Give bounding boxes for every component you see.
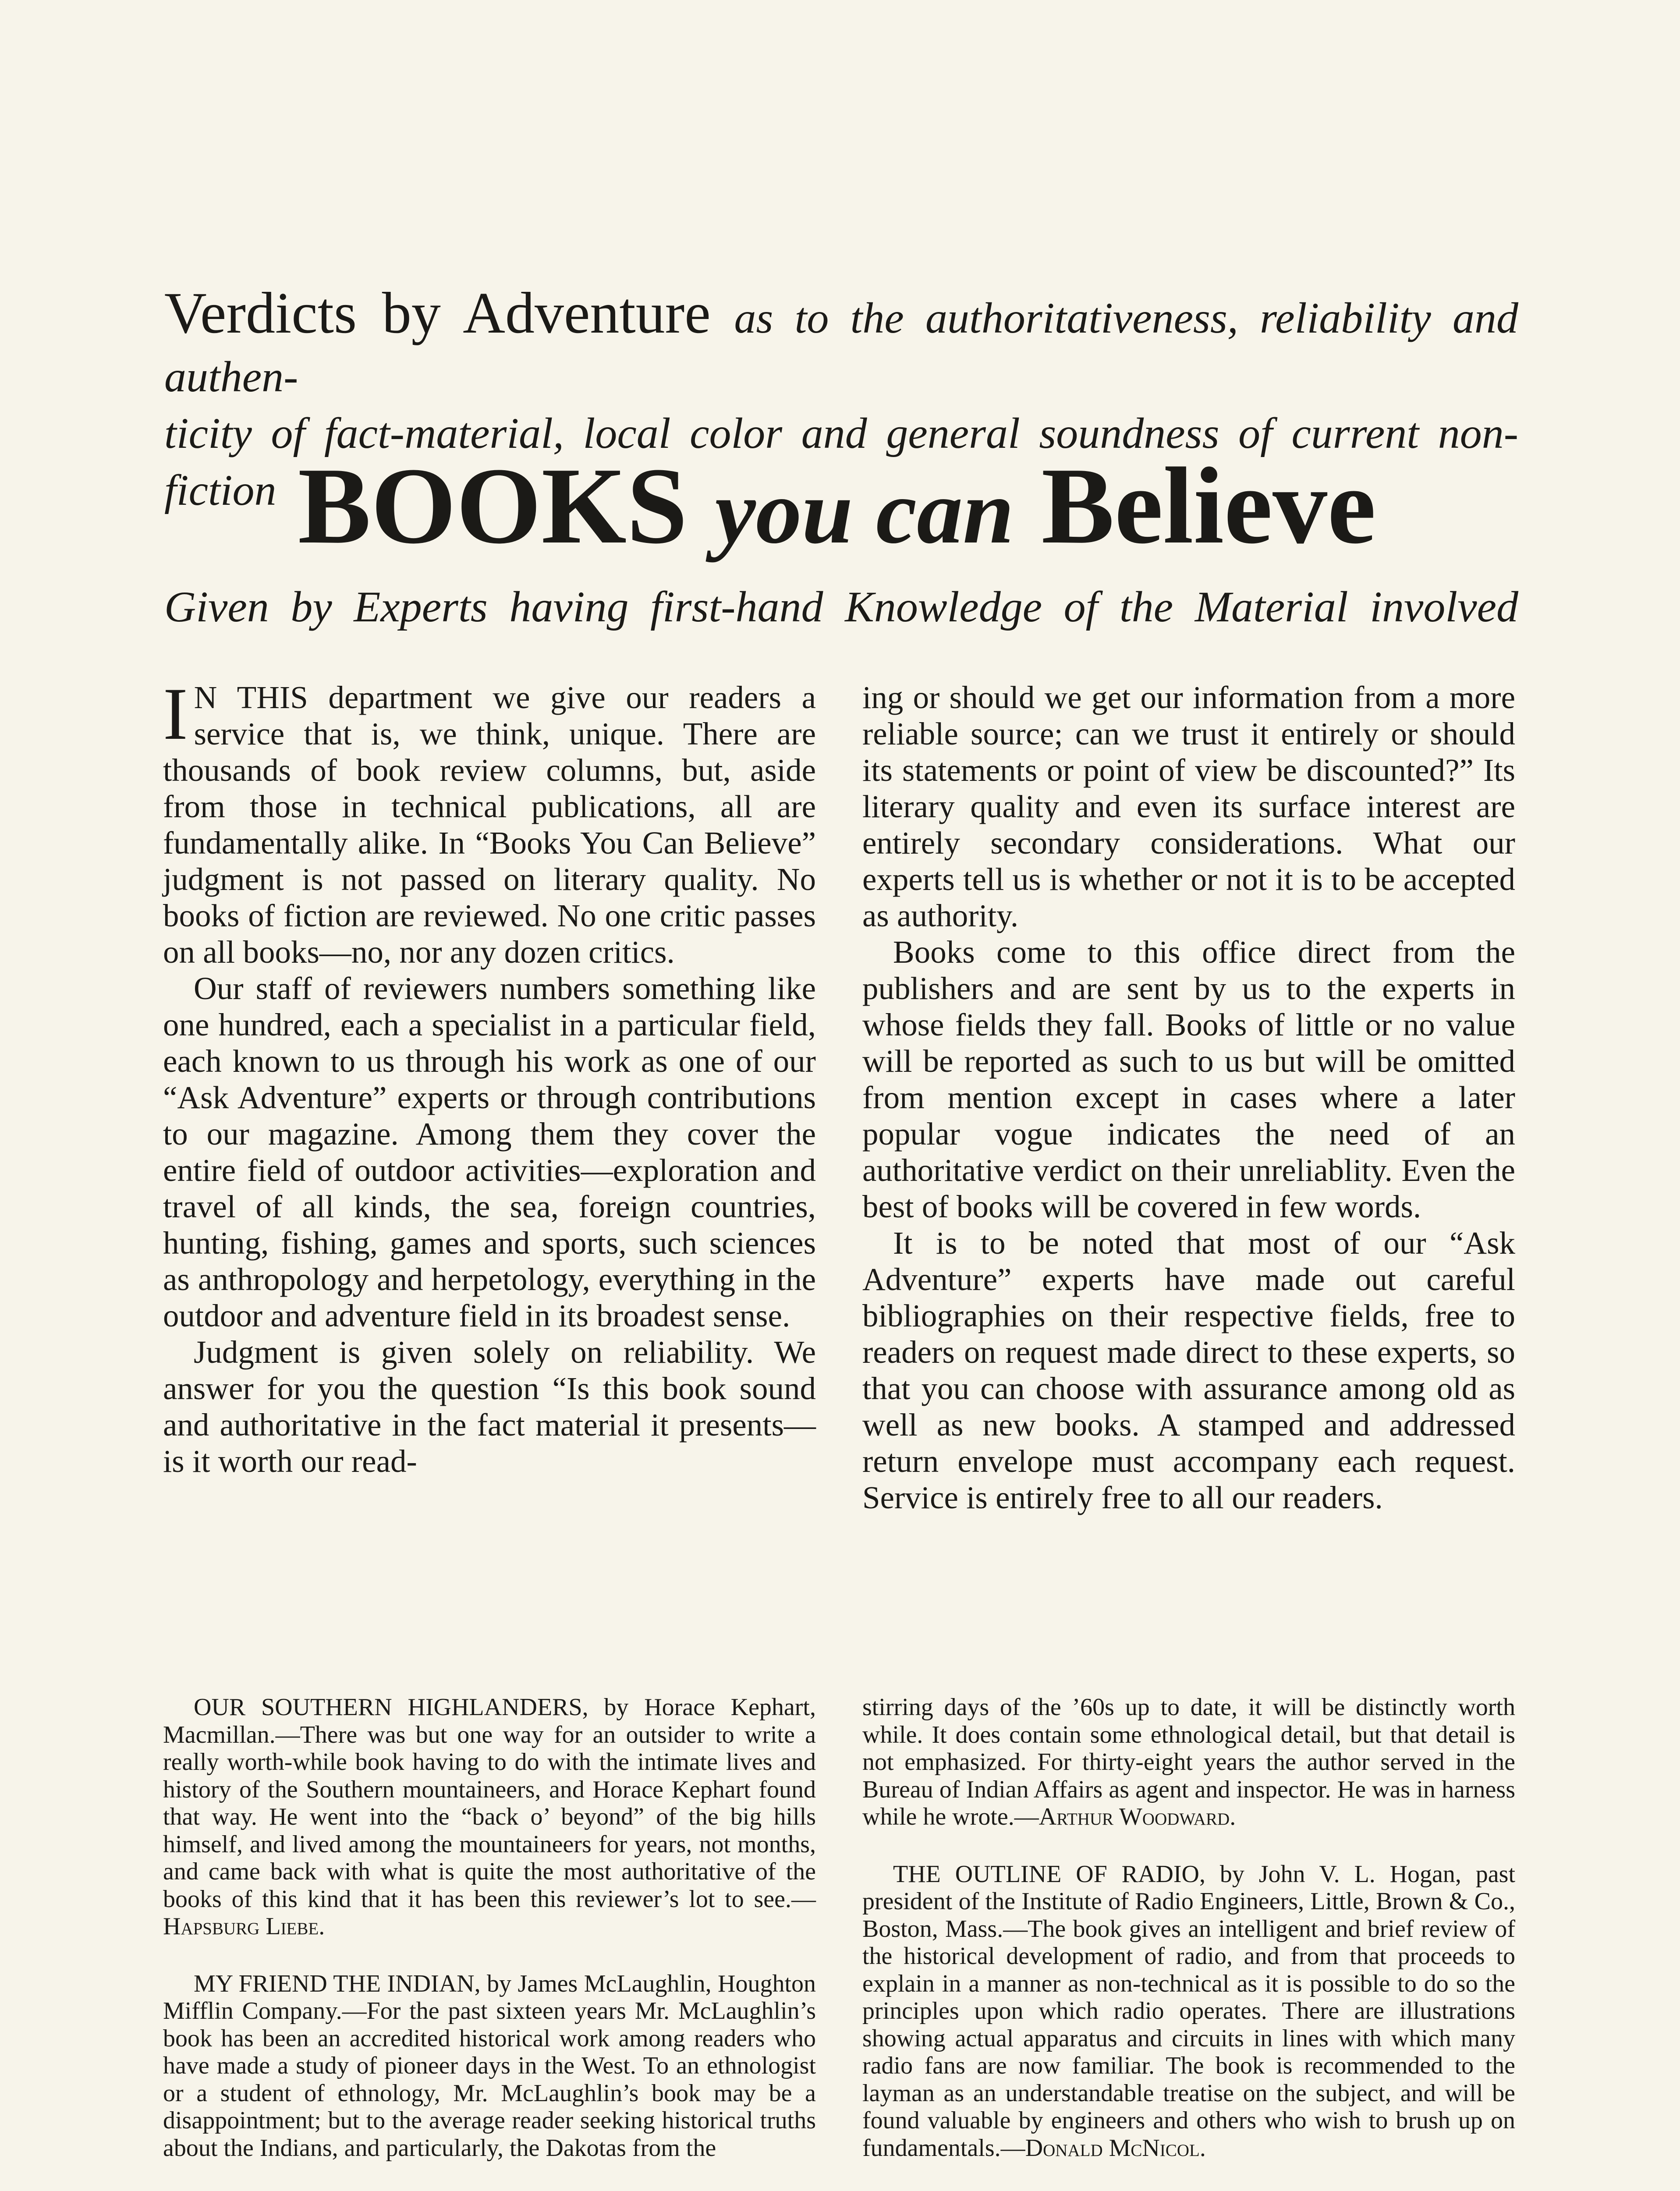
intro-paragraph-3-continued: ing or should we get our information from a more reliable source; can we trust it entirely or should its statements or point of view be discounted?” Its literary quality and even its surface interest are entirely secondary considerations. What our experts tell us is whether or not it is to be accepted as authority. (862, 680, 1515, 933)
verdicts-tagline-2: ticity of fact-material, local color and general soundness of current non-fiction (164, 409, 1518, 514)
page-subtitle: Given by Experts having first-hand Knowledge of the Material involved (164, 582, 1518, 631)
intro-paragraph-5: It is to be noted that most of our “Ask Adventure” experts have made out careful bibliographies on their respective fields, free to readers on request made direct to these experts, so that you can choose with assurance among old as well as new books. A stamped and addressed return envelope must accompany each request. Service is entirely free to all our readers. (862, 1225, 1515, 1515)
title-books: BOOKS (298, 445, 688, 567)
intro-paragraph-1-text: N THIS department we give our readers a service that is, we think, unique. There are thousands of book review columns, but, aside from those in technical publications, all are fundamentally alike. In “Books You Can Believe” judgment is not passed on literary quality. No books of fiction are reviewed. No one critic passes on all books—no, nor any dozen critics. (163, 680, 816, 970)
title-you-can: you can (715, 461, 1014, 563)
reviews-column-left (163, 1694, 816, 2191)
reviewer-name: Arthur Woodward. (1038, 1803, 1236, 1830)
review-text: THE OUTLINE OF RADIO, by John V. L. Hogan, past president of the Institute of Radio Engineers, Little, Brown & Co., Boston, Mass.—The book gives an intelligent and brief review of the historical development of radio, and from that proceeds to explain in a manner as non-technical as it is possible to do so the principles upon which radio operates. There are illustrations showing actual apparatus and circuits in lines with which many radio fans are now familiar. The book is recommended to the layman as an understandable treatise on the subject, and will be found valuable by engineers and others who wish to brush up on fundamentals.— (862, 1860, 1515, 2162)
intro-column-left (163, 673, 816, 1479)
title-believe: Believe (1041, 445, 1376, 567)
reviews-column-right (862, 1694, 1515, 2191)
review-southern-highlanders (163, 1694, 816, 1940)
verdicts-lead: Verdicts by Adventure (164, 280, 711, 345)
page-title (245, 447, 1428, 571)
drop-cap: I (163, 673, 188, 755)
verdicts-line-1 (164, 280, 1519, 405)
review-my-friend-the-indian-continued (862, 1694, 1515, 1831)
intro-paragraph-4: Books come to this office direct from the publishers and are sent by us to the experts in whose fields they fall. Books of little or no value will be reported as such to us but will be omitted from mention except in cases where a later popular vogue indicates the need of an authoritative verdict on their unreliablity. Even the best of books will be covered in few words. (862, 934, 1515, 1224)
review-text: OUR SOUTHERN HIGHLANDERS, by Horace Kephart, Macmillan.—There was but one way for an outsider to write a really worth-while book having to do with the intimate lives and history of the Southern mountaineers, and Horace Kephart found that way. He went into the “back o’ beyond” of the big hills himself, and lived among the mountaineers for years, not months, and came back with what is quite the most authoritative of the books of this kind that it has been this reviewer’s lot to see.— (163, 1694, 816, 1913)
intro-paragraph-1 (163, 673, 816, 970)
review-text: MY FRIEND THE INDIAN, by James McLaughlin, Houghton Mifflin Company.—For the past sixteen years Mr. McLaughlin’s book has been an accredited historical work among readers who have made a study of pioneer days in the West. To an ethnologist or a student of ethnology, Mr. McLaughlin’s book may be a disappointment; but to the average reader seeking historical truths about the Indians, and particularly, the Dakotas from the (163, 1970, 816, 2162)
verdicts-tagline-1: as to the authoritativeness, reliability and authen- (164, 294, 1519, 401)
intro-paragraph-2: Our staff of reviewers numbers something like one hundred, each a specialist in a particular field, each known to us through his work as one of our “Ask Adventure” experts or through contributions to our magazine. Among them they cover the entire field of outdoor activities—exploration and travel of all kinds, the sea, foreign countries, hunting, fishing, games and sports, such sciences as anthropology and herpetology, everything in the outdoor and adventure field in its broadest sense. (163, 971, 816, 1333)
review-text: stirring days of the ’60s up to date, it will be distinctly worth while. It does contain some ethnological detail, but that detail is not emphasized. For thirty-eight years the author served in the Bureau of Indian Affairs as agent and inspector. He was in harness while he wrote.— (862, 1694, 1515, 1830)
reviewer-name: Donald McNicol. (1025, 2134, 1206, 2162)
intro-paragraph-3: Judgment is given solely on reliability. We answer for you the question “Is this book sound and authoritative in the fact material it presents—is it worth our read- (163, 1334, 816, 1479)
review-my-friend-the-indian (163, 1970, 816, 2162)
review-outline-of-radio (862, 1861, 1515, 2162)
intro-column-right (862, 679, 1515, 1516)
reviewer-name: Hapsburg Liebe. (163, 1913, 325, 1940)
